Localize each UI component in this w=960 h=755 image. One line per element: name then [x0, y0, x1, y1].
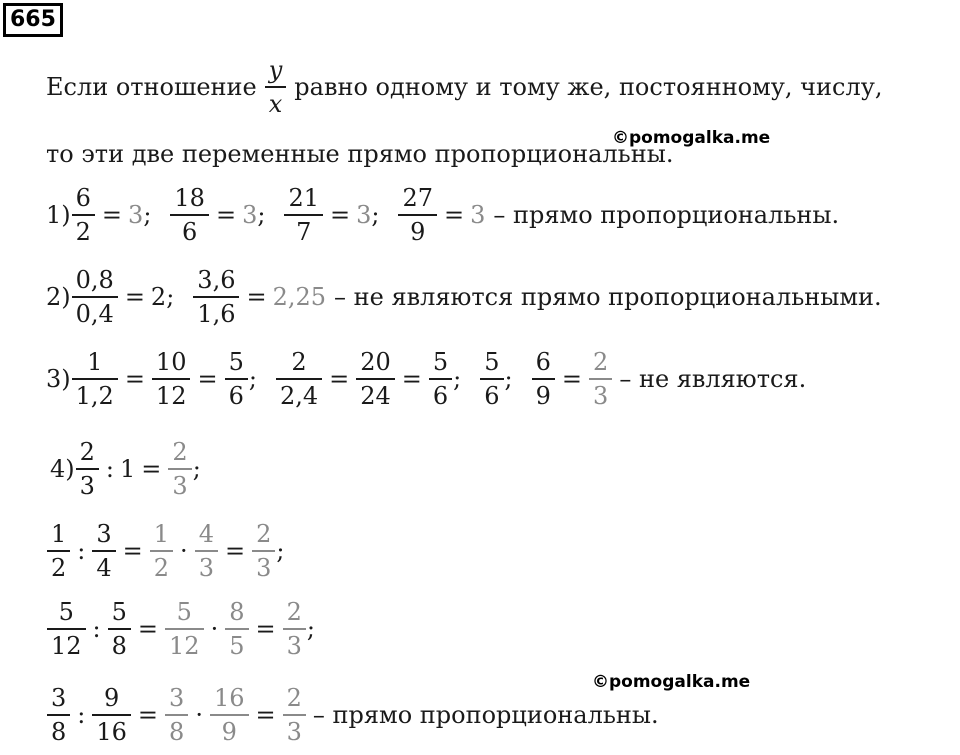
frac-num: 10 — [155, 348, 187, 376]
part4-row-0 — [50, 440, 201, 498]
frac-num: 27 — [402, 184, 434, 212]
fraction — [49, 686, 68, 744]
result-fraction — [591, 350, 610, 408]
frac-den: 12 — [169, 632, 200, 660]
frac-num: 8 — [229, 598, 245, 626]
equals-sign: = — [255, 701, 276, 729]
part1-line — [46, 186, 839, 244]
equals-sign: = — [137, 701, 159, 729]
part4-row-3 — [46, 686, 659, 744]
separator: ; — [248, 365, 257, 393]
part-label: 2) — [46, 283, 71, 311]
part4-row-1 — [46, 522, 284, 580]
dot-sign: · — [180, 537, 188, 565]
fraction — [482, 350, 501, 408]
ratio-y-over-x — [267, 58, 285, 116]
frac-den: 3 — [79, 472, 95, 500]
frac-den: 2 — [75, 218, 91, 246]
conclusion: – не являются. — [619, 365, 807, 393]
frac-num: 18 — [174, 184, 205, 212]
frac-den: 2,4 — [279, 382, 319, 410]
frac-num: 2 — [291, 348, 307, 376]
fraction — [278, 350, 320, 408]
separator: ; — [143, 201, 152, 229]
part2-line — [46, 268, 882, 326]
equals-sign: = — [329, 365, 350, 393]
fraction — [110, 600, 129, 658]
frac-den: 3 — [593, 382, 609, 410]
frac-den: x — [268, 90, 283, 118]
frac-den: 8 — [111, 632, 127, 660]
frac-num: 3 — [169, 684, 185, 712]
equals-sign: = — [124, 283, 145, 311]
frac-den: 7 — [296, 218, 312, 246]
fraction — [534, 350, 553, 408]
frac-den: 6 — [228, 382, 244, 410]
fraction — [78, 440, 97, 498]
problem-number: 665 — [3, 3, 63, 37]
equals-sign: = — [329, 201, 351, 229]
fraction — [154, 350, 189, 408]
result-value: 3 — [242, 201, 258, 229]
equals-sign: = — [197, 365, 218, 393]
intro-line-2 — [46, 140, 673, 168]
conclusion: – прямо пропорциональны. — [312, 701, 659, 729]
dot-sign: · — [195, 701, 203, 729]
frac-den: 12 — [51, 632, 82, 660]
frac-num: y — [268, 56, 283, 84]
frac-num: 3 — [96, 520, 112, 548]
frac-num: 5 — [432, 348, 449, 376]
equals-sign: = — [561, 365, 583, 393]
equals-sign: = — [224, 537, 246, 565]
colon-sign: : — [92, 615, 101, 643]
result-value: 2 — [150, 283, 167, 311]
colon-sign: : — [77, 701, 86, 729]
frac-den: 3 — [172, 472, 188, 500]
result-value: 3 — [470, 201, 486, 229]
separator: ; — [257, 201, 266, 229]
frac-num: 2 — [256, 520, 272, 548]
fraction — [195, 268, 237, 326]
part3-line — [46, 350, 806, 408]
fraction — [227, 350, 246, 408]
intro-text-before: Если отношение — [46, 73, 257, 101]
frac-den: 3 — [256, 554, 272, 582]
fraction — [212, 686, 247, 744]
watermark: ©pomogalka.me — [592, 672, 751, 692]
frac-num: 2 — [172, 438, 188, 466]
frac-num: 5 — [484, 348, 500, 376]
fraction — [49, 600, 84, 658]
equals-sign: = — [122, 537, 143, 565]
result-fraction — [285, 686, 304, 744]
frac-num: 21 — [288, 184, 319, 212]
separator: ; — [371, 201, 380, 229]
frac-den: 0,4 — [75, 300, 114, 328]
equals-sign: = — [137, 615, 159, 643]
fraction — [94, 522, 113, 580]
fraction — [152, 522, 171, 580]
part4-row-2 — [46, 600, 315, 658]
frac-num: 6 — [535, 348, 551, 376]
result-value: 3 — [356, 201, 372, 229]
one-value: 1 — [120, 455, 136, 483]
conclusion: – прямо пропорциональны. — [493, 201, 840, 229]
fraction — [74, 186, 93, 244]
fraction — [94, 686, 129, 744]
equals-sign: = — [124, 365, 145, 393]
frac-den: 1,6 — [197, 300, 236, 328]
frac-den: 16 — [96, 718, 127, 746]
frac-num: 2 — [79, 438, 95, 466]
frac-num: 16 — [213, 684, 245, 712]
fraction — [172, 186, 207, 244]
frac-den: 24 — [360, 382, 391, 410]
fraction — [74, 350, 116, 408]
frac-num: 6 — [75, 184, 91, 212]
frac-num: 1 — [51, 520, 67, 548]
separator: ; — [192, 455, 201, 483]
fraction — [74, 268, 116, 326]
frac-den: 6 — [182, 218, 198, 246]
separator: ; — [166, 283, 175, 311]
dot-sign: · — [210, 615, 219, 643]
result-fraction — [170, 440, 189, 498]
frac-den: 3 — [198, 554, 214, 582]
fraction — [197, 522, 216, 580]
fraction — [431, 350, 450, 408]
frac-den: 9 — [535, 382, 551, 410]
frac-den: 6 — [432, 382, 449, 410]
frac-den: 8 — [169, 718, 185, 746]
fraction — [400, 186, 435, 244]
frac-num: 2 — [593, 348, 609, 376]
frac-den: 2 — [153, 554, 170, 582]
colon-sign: : — [105, 455, 115, 483]
frac-num: 5 — [176, 598, 192, 626]
frac-num: 5 — [58, 598, 74, 626]
frac-num: 5 — [111, 598, 127, 626]
frac-den: 2 — [51, 554, 67, 582]
result-value: 3 — [128, 201, 144, 229]
fraction — [227, 600, 246, 658]
frac-num: 9 — [104, 684, 120, 712]
intro-text-after: равно одному и тому же, постоянному, числу, — [294, 73, 883, 101]
equals-sign: = — [246, 283, 267, 311]
watermark: ©pomogalka.me — [612, 128, 771, 148]
fraction — [167, 600, 202, 658]
frac-den: 9 — [221, 718, 237, 746]
frac-den: 3 — [286, 632, 302, 660]
separator: ; — [276, 537, 285, 565]
frac-num: 0,8 — [75, 266, 114, 294]
frac-num: 20 — [360, 348, 391, 376]
fraction — [286, 186, 321, 244]
intro-text-line2: то эти две переменные прямо пропорциональны. — [46, 140, 674, 168]
frac-num: 2 — [286, 684, 302, 712]
colon-sign: : — [77, 537, 86, 565]
frac-num: 5 — [228, 348, 244, 376]
part-label: 3) — [46, 365, 71, 393]
equals-sign: = — [101, 201, 123, 229]
frac-den: 8 — [51, 718, 67, 746]
frac-den: 1,2 — [75, 382, 114, 410]
equals-sign: = — [215, 201, 237, 229]
frac-num: 3,6 — [197, 266, 236, 294]
fraction — [358, 350, 393, 408]
result-fraction — [254, 522, 273, 580]
result-fraction — [285, 600, 304, 658]
frac-den: 4 — [96, 554, 112, 582]
frac-num: 1 — [87, 348, 103, 376]
equals-sign: = — [401, 365, 422, 393]
separator: ; — [306, 615, 315, 643]
part-label: 1) — [46, 201, 71, 229]
frac-num: 3 — [51, 684, 67, 712]
fraction — [49, 522, 68, 580]
frac-den: 3 — [286, 718, 302, 746]
frac-den: 6 — [484, 382, 500, 410]
frac-den: 12 — [155, 382, 187, 410]
frac-num: 4 — [198, 520, 214, 548]
frac-den: 5 — [229, 632, 245, 660]
frac-num: 2 — [286, 598, 302, 626]
equals-sign: = — [255, 615, 276, 643]
frac-den: 9 — [410, 218, 426, 246]
conclusion: – не являются прямо пропорциональными. — [334, 283, 882, 311]
separator: ; — [453, 365, 462, 393]
part-label: 4) — [50, 455, 75, 483]
fraction — [167, 686, 186, 744]
equals-sign: = — [141, 455, 162, 483]
equals-sign: = — [444, 201, 465, 229]
frac-num: 1 — [153, 520, 170, 548]
separator: ; — [504, 365, 513, 393]
intro-line-1 — [46, 58, 882, 116]
result-value: 2,25 — [272, 283, 327, 311]
